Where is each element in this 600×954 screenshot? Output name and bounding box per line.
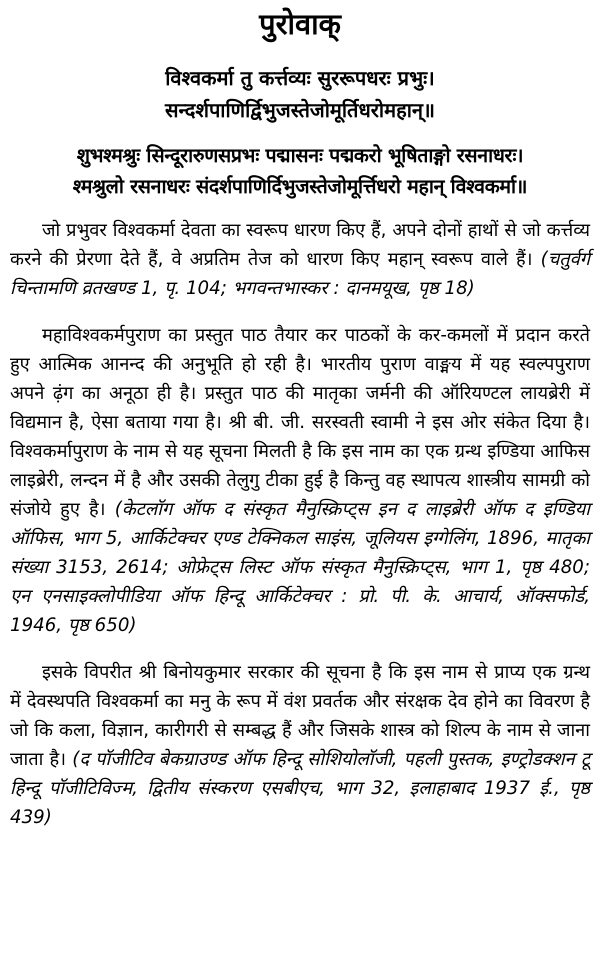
citation: (चतुर्वर्ग चिन्तामणि व्रतखण्ड 1, पृ. 104; भगवन्तभास्कर : दानमयूख, पृष्ठ 18) [10, 249, 590, 299]
page-title: पुरोवाक् [259, 7, 341, 41]
citation: (केटलॉग ऑफ द संस्कृत मैनुस्क्रिप्ट्स इन द लाइब्रेरी ऑफ द इण्डिया ऑफिस, भाग 5, आर्किटेक्चर एण्ड टेक्निकल साइंस, जूलियस इग्गेलिंग, 1896, मातृका संख्या 3153, 2614; ओफ्रेट्स लिस्ट ऑफ संस्कृत मैनुस्क्रिप्ट्स, भाग 1, पृष्ठ 480; एन एनसाइक्लोपीडिया ऑफ हिन्दू आर्किटेक्चर : प्रो. पी. के. आचार्य, ऑक्सफोर्ड, 1946, पृष्ठ 650) [10, 499, 591, 637]
verse-line: शुभश्मश्रुः सिन्दूरारुणसप्रभः पद्मासनः पद्मकरो भूषिताङ्गो रसनाधरः। [76, 144, 524, 167]
verse-line: विश्वकर्मा तु कर्त्तव्यः सुररूपधरः प्रभुः। [165, 66, 435, 90]
citation: (द पॉजीटिव बेकग्राउण्ड ऑफ हिन्दू सोशियोलॉजी, पहली पुस्तक, इण्ट्रोडक्शन टू हिन्दू पॉजीटिविज्म, द्वितीय संस्करण एसबीएच, भाग 32, इलाहाबाद 1937 ई., पृष्ठ 439) [10, 749, 590, 829]
verse-line: श्मश्रुलो रसनाधरः संदर्शपाणिर्दिभुजस्तेजोमूर्त्तिधरो महान् विश्वकर्मा॥ [72, 175, 528, 198]
paragraph-contrast [10, 658, 590, 832]
paragraph-translation [10, 216, 590, 303]
paragraph-text: महाविश्वकर्मपुराण का प्रस्तुत पाठ तैयार कर पाठकों के कर-कमलों में प्रदान करते हुए आत्मिक आनन्द की अनुभूति हो रही है। भारतीय पुराण वाङ्मय में यह स्वल्पपुराण अपने ढ़ंग का अनूठा ही है। प्रस्तुत पाठ की मातृका जर्मनी की ऑरियण्टल लायब्रेरी में विद्यमान है, ऐसा बताया गया है। श्री बी. जी. सरस्वती स्वामी ने इस ओर संकेत दिया है। विश्वकर्मापुराण के नाम से यह सूचना मिलती है कि इस नाम का एक ग्रन्थ इण्डिया आफिस लाइब्रेरी, लन्दन में है और उसकी तेलुगु टीका हुई है किन्तु वह स्थापत्य शास्त्रीय सामग्री को संजोये हुए है। [10, 325, 590, 521]
paragraph-introduction [10, 321, 590, 640]
verse-line: सन्दर्शपाणिर्द्विभुजस्तेजोमूर्तिधरोमहान्॥ [165, 98, 435, 122]
paragraph-text: जो प्रभुवर विश्वकर्मा देवता का स्वरूप धारण किए हैं, अपने दोनों हाथों से जो कर्त्तव्य करने की प्रेरणा देते हैं, वे अप्रतिम तेज को धारण किए महान् स्वरूप वाले हैं। [10, 220, 590, 270]
verse-block-top [10, 62, 590, 126]
paragraph-text: इसके विपरीत श्री बिनोयकुमार सरकार की सूचना है कि इस नाम से प्राप्य एक ग्रन्थ में देवस्थपति विश्वकर्मा का मनु के रूप में वंश प्रवर्तक और संरक्षक देव होने का विवरण है जो कि कला, विज्ञान, कारीगरी से सम्बद्ध हैं और जिसके शास्त्र को शिल्प के नाम से जाना जाता है। [10, 662, 590, 771]
verse-block-bottom [10, 140, 590, 202]
